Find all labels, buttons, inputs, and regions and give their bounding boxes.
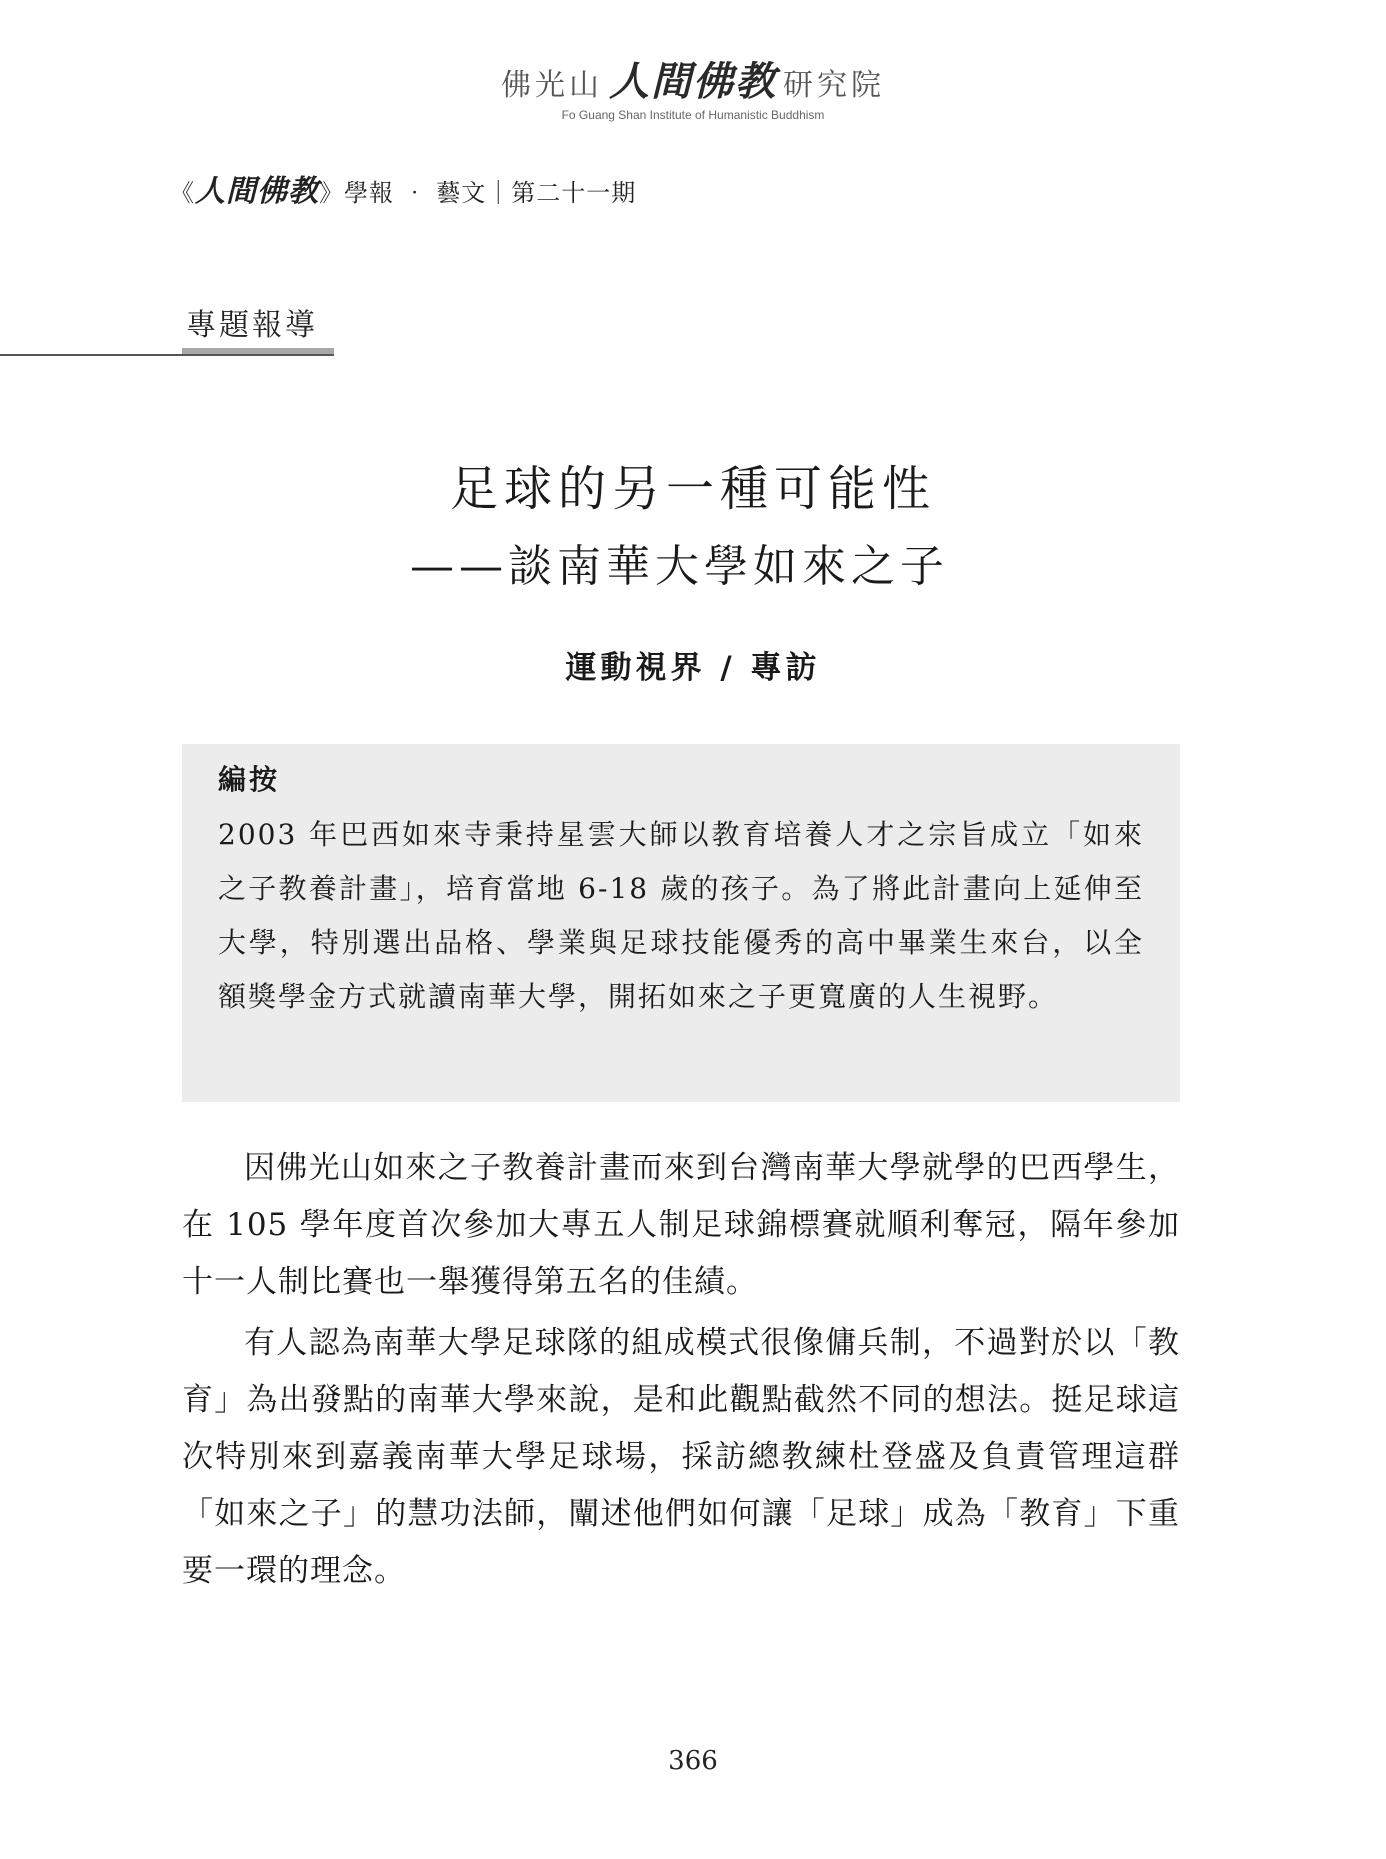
section-label-underline [182, 348, 334, 354]
page-number: 366 [668, 1746, 718, 1776]
article-byline: 運動視界 / 專訪 [565, 650, 821, 686]
running-head-open: 《 [170, 179, 195, 207]
section-divider [0, 354, 334, 356]
running-head-rest: 》學報 ‧ 藝文｜第二十一期 [319, 179, 637, 207]
institute-name [0, 58, 1386, 105]
journal-running-head [170, 166, 636, 210]
editor-note-text: 2003 年巴西如來寺秉持星雲大師以教育培養人才之宗旨成立「如來之子教養計畫」，培育當地 6-18 歲的孩子。為了將此計畫向上延伸至大學，特別選出品格、學業與足球技能優秀的高中畢業生來台，以全額獎學金方式就讀南華大學，開拓如來之子更寬廣的人生視野。 [218, 818, 1144, 1013]
editor-note-box [182, 744, 1180, 1102]
institute-header [0, 58, 1386, 122]
journal-brand-logo: 人間佛教 [195, 174, 319, 209]
institute-suffix: 研究院 [783, 68, 885, 103]
body-paragraph: 因佛光山如來之子教養計畫而來到台灣南華大學就學的巴西學生，在 105 學年度首次參加大專五人制足球錦標賽就順利奪冠，隔年參加十一人制比賽也一舉獲得第五名的佳績。 [182, 1150, 1180, 1300]
institute-english-name: Fo Guang Shan Institute of Humanistic Buddhism [561, 108, 825, 122]
institute-brand-logo: 人間佛教 [609, 58, 777, 105]
article-title: 足球的另一種可能性 [449, 461, 936, 517]
body-paragraph: 有人認為南華大學足球隊的組成模式很像傭兵制，不過對於以「教育」為出發點的南華大學來說，是和此觀點截然不同的想法。挺足球這次特別來到嘉義南華大學足球場，採訪總教練杜登盛及負責管理這群「如來之子」的慧功法師，闡述他們如何讓「足球」成為「教育」下重要一環的理念。 [182, 1325, 1180, 1589]
article-body [182, 1140, 1180, 1604]
editor-note-label: 編按 [218, 763, 281, 796]
article-subtitle: ——談南華大學如來之子 [410, 541, 949, 592]
section-label: 專題報導 [186, 308, 318, 343]
institute-prefix: 佛光山 [501, 68, 603, 103]
